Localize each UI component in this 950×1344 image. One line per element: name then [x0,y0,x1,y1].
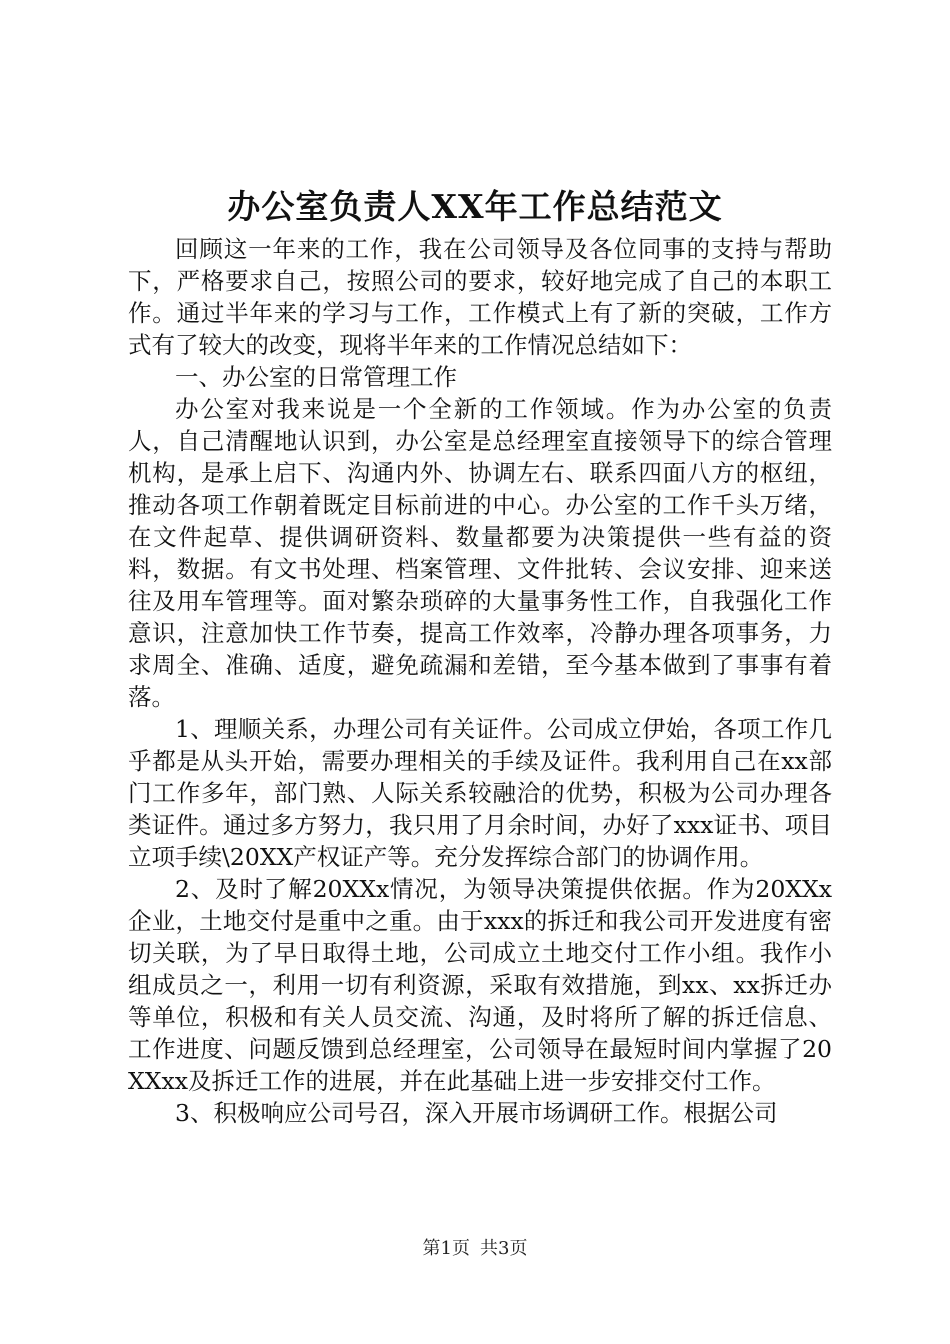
page-total: 共3页 [480,1238,528,1259]
section-heading: 一、办公室的日常管理工作 [175,363,457,391]
paragraph-item-2: 2、及时了解20XXx情况，为领导决策提供依据。作为20XXx企业，土地交付是重中之重。由于xxx的拆迁和我公司开发进度有密切关联，为了早日取得土地，公司成立土地交付工作小组。我作小组成员之一，利用一切有利资源，采取有效措施，到xx、xx拆迁办等单位，积极和有关人员交流、沟通，及时将所了解的拆迁信息、工作进度、问题反馈到总经理室，公司领导在最短时间内掌握了20XXxx及拆迁工作的进展，并在此基础上进一步安排交付工作。 [128,875,832,1095]
page-number: 第1页 [422,1238,470,1259]
paragraph-item-1: 1、理顺关系，办理公司有关证件。公司成立伊始，各项工作几乎都是从头开始，需要办理相关的手续及证件。我利用自己在xx部门工作多年，部门熟、人际关系较融洽的优势，积极为公司办理各类证件。通过多方努力，我只用了月余时间，办好了xxx证书、项目立项手续\20XX产权证产等。充分发挥综合部门的协调作用。 [128,715,832,871]
document-body [128,233,832,1129]
paragraph-item-3: 3、积极响应公司号召，深入开展市场调研工作。根据公司 [175,1099,778,1127]
page-footer [0,1236,950,1262]
paragraph-intro: 回顾这一年来的工作，我在公司领导及各位同事的支持与帮助下，严格要求自己，按照公司的要求，较好地完成了自己的本职工作。通过半年来的学习与工作，工作模式上有了新的突破，工作方式有了较大的改变，现将半年来的工作情况总结如下： [128,235,832,359]
paragraph-office-overview: 办公室对我来说是一个全新的工作领域。作为办公室的负责人，自己清醒地认识到，办公室是总经理室直接领导下的综合管理机构，是承上启下、沟通内外、协调左右、联系四面八方的枢纽，推动各项工作朝着既定目标前进的中心。办公室的工作千头万绪，在文件起草、提供调研资料、数量都要为决策提供一些有益的资料，数据。有文书处理、档案管理、文件批转、会议安排、迎来送往及用车管理等。面对繁杂琐碎的大量事务性工作，自我强化工作意识，注意加快工作节奏，提高工作效率，冷静办理各项事务，力求周全、准确、适度，避免疏漏和差错，至今基本做到了事事有着落。 [128,395,832,711]
document-title: 办公室负责人XX年工作总结范文 [227,187,723,226]
